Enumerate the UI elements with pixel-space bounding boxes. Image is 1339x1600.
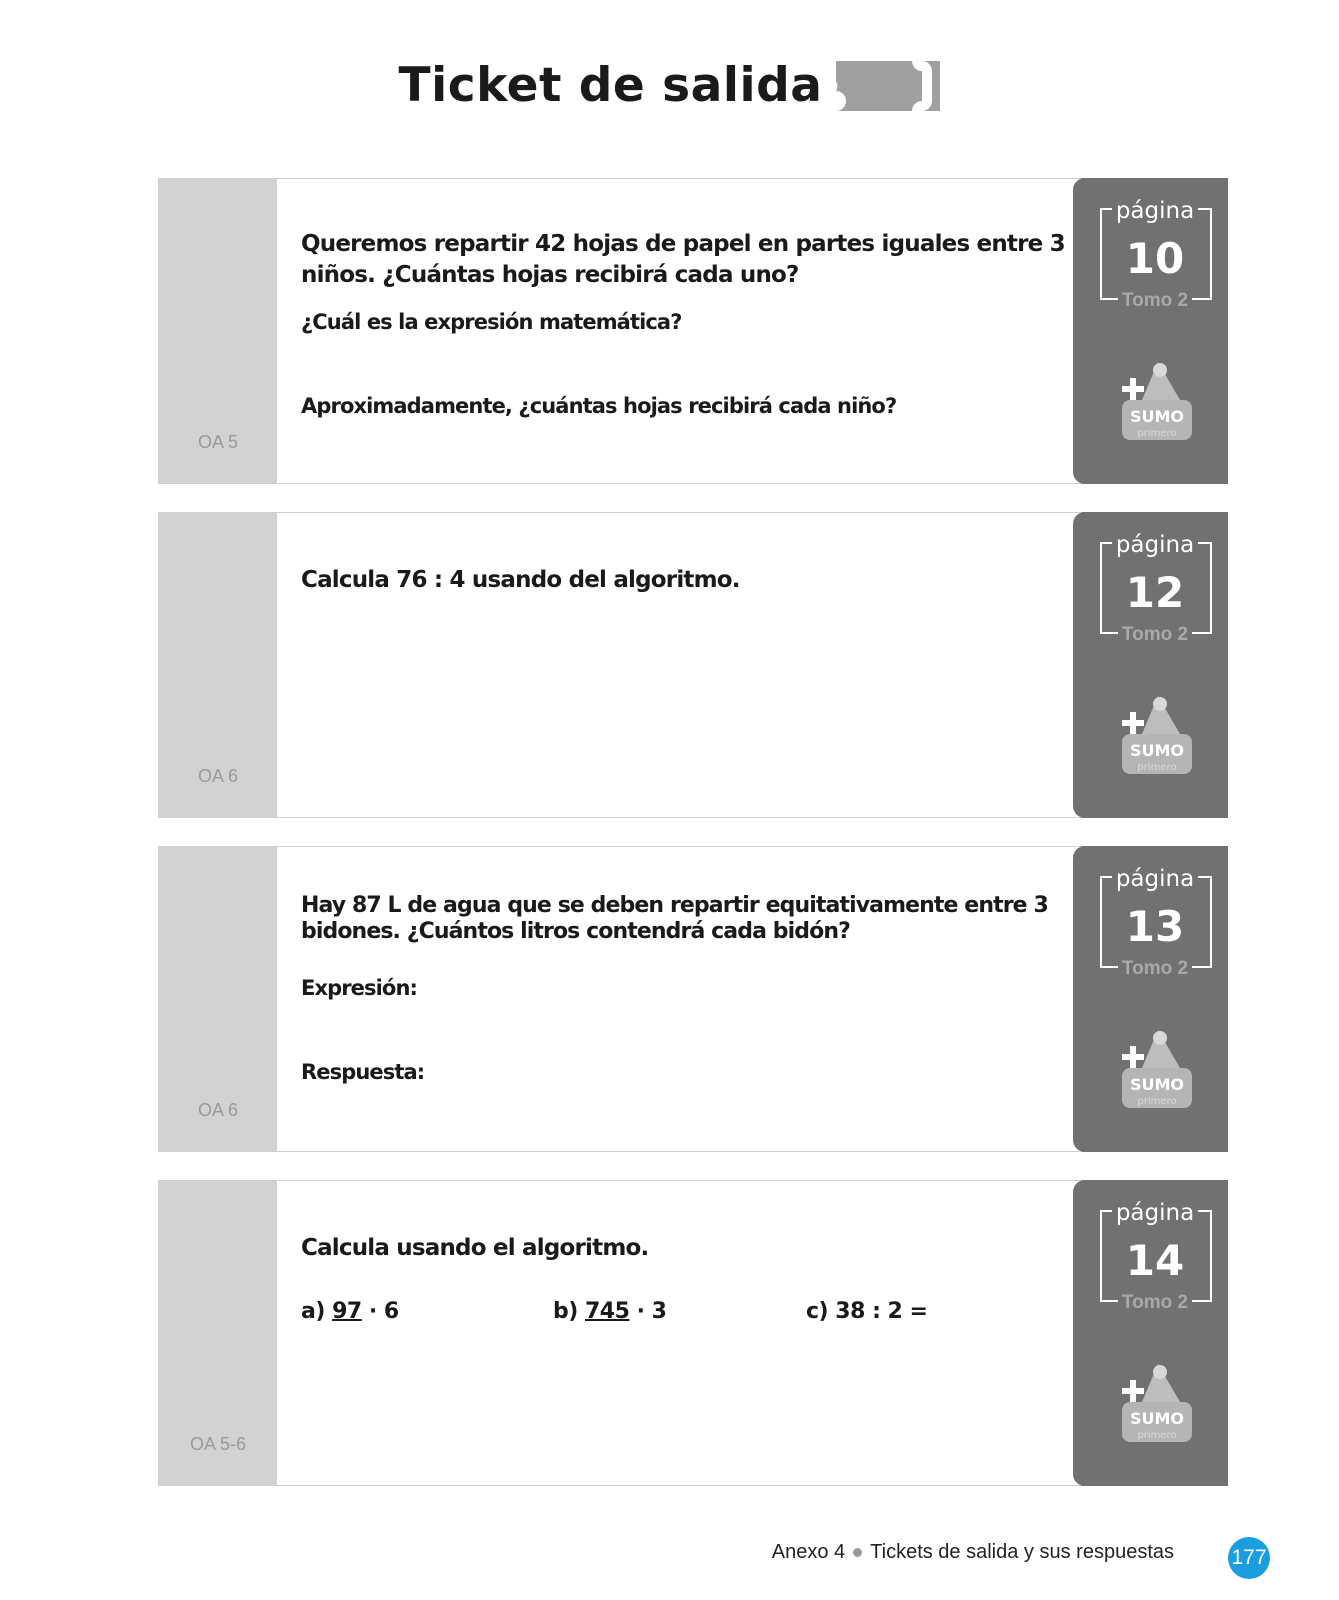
prompt-expression: Expresión:: [301, 976, 417, 1000]
ticket-content: [301, 847, 1067, 1151]
page-number-badge: 177: [1228, 1537, 1270, 1579]
ticket-content: [301, 179, 1067, 483]
sumo-logo-icon: [1118, 1358, 1196, 1446]
svg-text:primero: primero: [1137, 1430, 1177, 1441]
ticket-2: [158, 512, 1228, 818]
svg-text:SUMO: SUMO: [1129, 741, 1185, 760]
bullet-dot-icon: [853, 1548, 862, 1557]
pagina-label: página: [1082, 198, 1228, 224]
ticket-content: [301, 513, 1067, 817]
sumo-logo-icon: [1118, 690, 1196, 778]
page-number: 12: [1125, 568, 1185, 617]
tomo-label: Tomo 2: [1082, 958, 1228, 980]
page-number: 10: [1125, 234, 1185, 283]
tomo-label: Tomo 2: [1082, 624, 1228, 646]
annex-label: Anexo 4: [771, 1541, 846, 1563]
oa-label: OA 6: [197, 1100, 239, 1120]
ticket-icon: [836, 61, 940, 111]
prompt-approximation: Aproximadamente, ¿cuántas hojas recibirá cada niño?: [301, 394, 897, 418]
ticket-content: [301, 1181, 1067, 1485]
oa-label: OA 5: [197, 432, 239, 452]
question-text: Hay 87 L de agua que se deben repartir equitativamente entre 3 bidones. ¿Cuántos litros contendrá cada bidón?: [301, 893, 1048, 944]
svg-text:SUMO: SUMO: [1129, 1075, 1185, 1094]
exercise-a: a) 97 · 6: [301, 1299, 399, 1324]
question-text: Calcula 76 : 4 usando del algoritmo.: [301, 567, 740, 593]
ticket-stub: [159, 847, 277, 1151]
tomo-label: Tomo 2: [1082, 290, 1228, 312]
pagina-label: página: [1082, 1200, 1228, 1226]
sumo-logo-icon: [1118, 1024, 1196, 1112]
svg-text:primero: primero: [1137, 762, 1177, 773]
svg-text:primero: primero: [1137, 1096, 1177, 1107]
ticket-stub: [159, 1181, 277, 1485]
svg-text:primero: primero: [1137, 428, 1177, 439]
ticket-stub: [159, 513, 277, 817]
ticket-3: [158, 846, 1228, 1152]
svg-text:SUMO: SUMO: [1129, 407, 1185, 426]
page-reference-panel: [1082, 178, 1228, 484]
pagina-label: página: [1082, 532, 1228, 558]
tomo-label: Tomo 2: [1082, 1292, 1228, 1314]
page-number: 14: [1125, 1236, 1185, 1285]
page-number: 13: [1125, 902, 1185, 951]
ticket-stub: [159, 179, 277, 483]
oa-label: OA 6: [197, 766, 239, 786]
page-reference-panel: [1082, 1180, 1228, 1486]
exercise-c: c) 38 : 2 =: [806, 1299, 928, 1324]
prompt-expression: ¿Cuál es la expresión matemática?: [301, 310, 682, 334]
page-title: Ticket de salida: [398, 58, 823, 113]
exercise-b: b) 745 · 3: [553, 1299, 667, 1324]
page-title-block: [0, 58, 1339, 113]
pagina-label: página: [1082, 866, 1228, 892]
ticket-4: [158, 1180, 1228, 1486]
page-reference-panel: [1082, 846, 1228, 1152]
prompt-answer: Respuesta:: [301, 1060, 425, 1084]
svg-text:SUMO: SUMO: [1129, 1409, 1185, 1428]
question-text: Queremos repartir 42 hojas de papel en partes iguales entre 3 niños. ¿Cuántas hojas recibirá cada uno?: [301, 231, 1065, 288]
page-footer: [772, 1541, 1174, 1564]
page-reference-panel: [1082, 512, 1228, 818]
ticket-1: [158, 178, 1228, 484]
section-label: Tickets de salida y sus respuestas: [870, 1541, 1174, 1563]
sumo-logo-icon: [1118, 356, 1196, 444]
oa-label: OA 5-6: [189, 1434, 247, 1454]
question-text: Calcula usando el algoritmo.: [301, 1235, 649, 1261]
